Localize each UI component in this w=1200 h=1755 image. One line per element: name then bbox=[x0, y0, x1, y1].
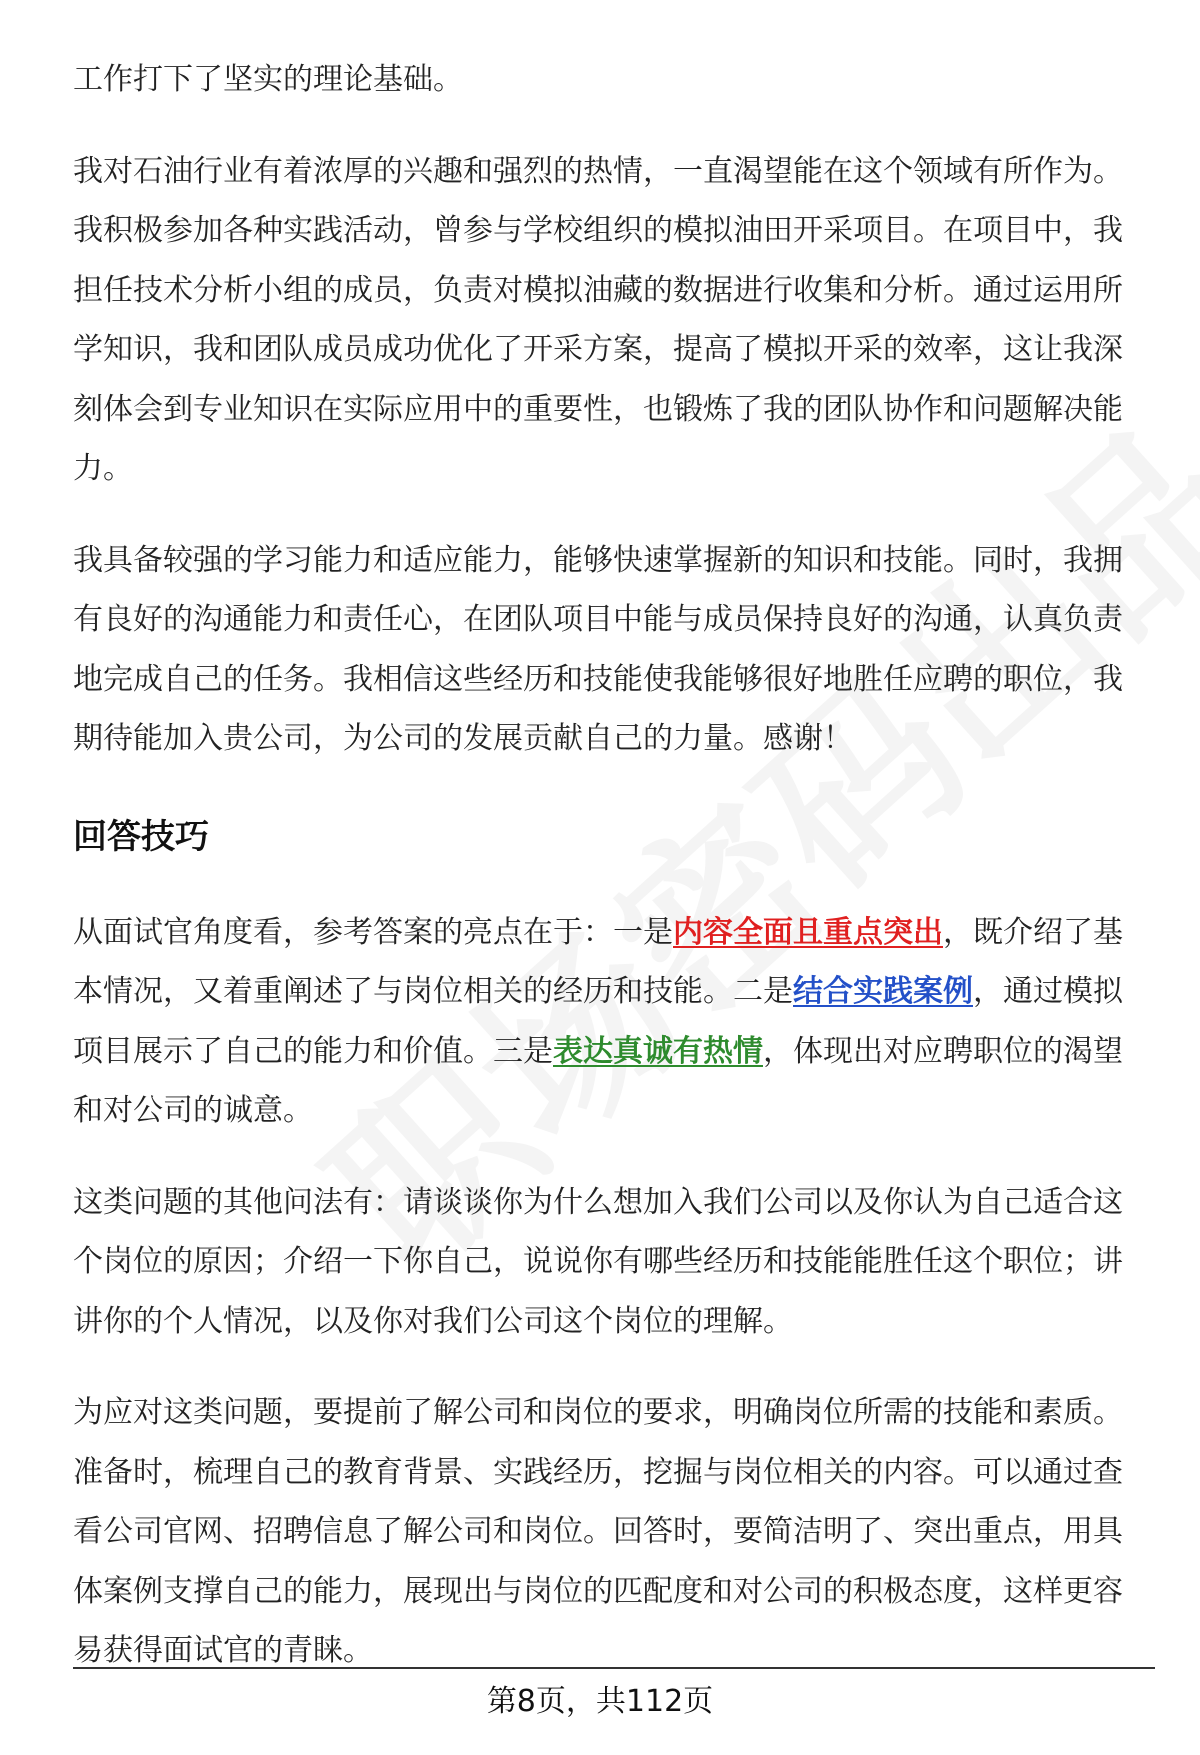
paragraph-tips bbox=[73, 903, 1148, 1141]
highlight-sincere: 表达真诚有热情 bbox=[553, 1033, 763, 1069]
paragraph-intro-end: 工作打下了坚实的理论基础。 bbox=[73, 62, 463, 97]
paragraph-abilities: 我具备较强的学习能力和适应能力，能够快速掌握新的知识和技能。同时，我拥有良好的沟通能力和责任心，在团队项目中能与成员保持良好的沟通，认真负责地完成自己的任务。我相信这些经历和技能使我能够很好地胜任应聘的职位，我期待能加入贵公司，为公司的发展贡献自己的力量。感谢！ bbox=[73, 542, 1123, 756]
section-heading: 回答技巧 bbox=[73, 816, 209, 857]
paragraph-other-questions: 这类问题的其他问法有：请谈谈你为什么想加入我们公司以及你认为自己适合这个岗位的原因；介绍一下你自己，说说你有哪些经历和技能能胜任这个职位；讲讲你的个人情况，以及你对我们公司这个岗位的理解。 bbox=[73, 1184, 1123, 1339]
tips-text-3: ，通过模拟项目展示了自己的能力和价值。三是 bbox=[73, 974, 1123, 1069]
page-content bbox=[73, 50, 1148, 1681]
tips-text-4: ，体现出对应聘职位的渴望和对公司的诚意。 bbox=[73, 1033, 1123, 1128]
tips-text-2: ，既介绍了基本情况，又着重阐述了与岗位相关的经历和技能。二是 bbox=[73, 914, 1123, 1009]
footer-divider bbox=[73, 1667, 1155, 1669]
highlight-comprehensive: 内容全面且重点突出 bbox=[673, 914, 943, 950]
paragraph-strategy: 为应对这类问题，要提前了解公司和岗位的要求，明确岗位所需的技能和素质。准备时，梳理自己的教育背景、实践经历，挖掘与岗位相关的内容。可以通过查看公司官网、招聘信息了解公司和岗位。回答时，要简洁明了、突出重点，用具体案例支撑自己的能力，展现出与岗位的匹配度和对公司的积极态度，这样更容易获得面试官的青睐。 bbox=[73, 1395, 1123, 1668]
paragraph-experience: 我对石油行业有着浓厚的兴趣和强烈的热情，一直渴望能在这个领域有所作为。我积极参加各种实践活动，曾参与学校组织的模拟油田开采项目。在项目中，我担任技术分析小组的成员，负责对模拟油藏的数据进行收集和分析。通过运用所学知识，我和团队成员成功优化了开采方案，提高了模拟开采的效率，这让我深刻体会到专业知识在实际应用中的重要性，也锻炼了我的团队协作和问题解决能力。 bbox=[73, 153, 1123, 486]
highlight-practice-case: 结合实践案例 bbox=[793, 974, 973, 1009]
page-number: 第8页，共112页 bbox=[486, 1684, 714, 1719]
tips-text-1: 从面试官角度看，参考答案的亮点在于：一是 bbox=[73, 914, 673, 950]
